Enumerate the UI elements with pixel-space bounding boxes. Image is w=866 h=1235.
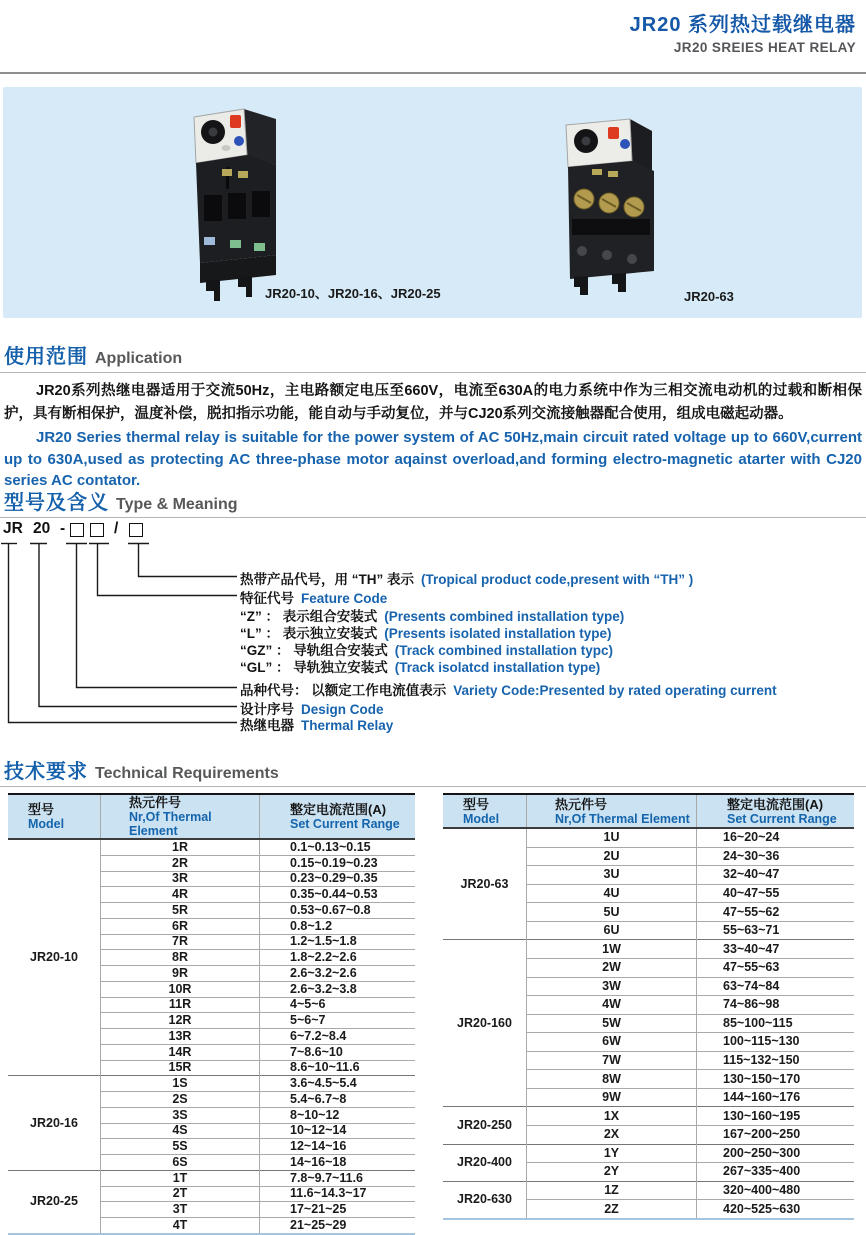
element-cell: 7W (527, 1051, 697, 1070)
element-cell: 14R (101, 1044, 260, 1060)
range-cell: 21~25~29 (260, 1218, 416, 1234)
tech-heading-en: Technical Requirements (95, 765, 279, 782)
range-cell: 8.6~10~11.6 (260, 1060, 416, 1076)
type-meaning-label-zh: “GZ” ： 导轨组合安装式 (240, 643, 388, 658)
element-cell: 2T (101, 1186, 260, 1202)
element-cell: 6U (527, 921, 697, 940)
range-cell: 0.53~0.67~0.8 (260, 903, 416, 919)
element-cell: 1Z (527, 1181, 697, 1200)
range-cell: 32~40~47 (697, 866, 855, 885)
range-cell: 100~115~130 (697, 1033, 855, 1052)
model-cell: JR20-630 (443, 1181, 527, 1219)
code-series: 20 (33, 520, 51, 537)
element-cell: 3R (101, 871, 260, 887)
page-header (630, 8, 856, 55)
element-cell: 5S (101, 1139, 260, 1155)
range-cell: 130~150~170 (697, 1070, 855, 1089)
type-meaning-label-en: (Presents isolated installation type) (384, 626, 612, 641)
type-meaning-label-en: Design Code (301, 702, 384, 717)
range-cell: 144~160~176 (697, 1088, 855, 1107)
type-meaning-label (240, 698, 384, 715)
product-photo-jr20-small (186, 103, 286, 303)
model-cell: JR20-10 (8, 839, 101, 1076)
caption-jr20-63: JR20-63 (684, 289, 734, 304)
element-cell: 12R (101, 1013, 260, 1029)
range-cell: 14~16~18 (260, 1155, 416, 1171)
code-box-variety (70, 523, 84, 537)
range-cell: 0.23~0.29~0.35 (260, 871, 416, 887)
element-cell: 5U (527, 903, 697, 922)
type-meaning-label-zh: 特征代号 (240, 591, 294, 606)
element-cell: 6R (101, 918, 260, 934)
table-row (8, 1076, 415, 1092)
range-cell: 47~55~63 (697, 958, 855, 977)
model-cell: JR20-63 (443, 828, 527, 940)
element-cell: 4R (101, 887, 260, 903)
element-cell: 5R (101, 903, 260, 919)
product-banner (3, 87, 862, 318)
range-cell: 24~30~36 (697, 847, 855, 866)
application-text (4, 380, 862, 492)
tech-heading-zh: 技术要求 (4, 761, 88, 783)
column-header-range: 整定电流范围(A) Set Current Range (697, 794, 855, 828)
range-cell: 11.6~14.3~17 (260, 1186, 416, 1202)
page-subtitle: JR20 SREIES HEAT RELAY (673, 40, 856, 55)
element-cell: 3U (527, 866, 697, 885)
type-meaning-label (240, 639, 613, 656)
element-cell: 13R (101, 1029, 260, 1045)
range-cell: 63~74~84 (697, 977, 855, 996)
code-slash: / (114, 520, 119, 537)
range-cell: 5~6~7 (260, 1013, 416, 1029)
range-cell: 6~7.2~8.4 (260, 1029, 416, 1045)
application-heading-en: Application (95, 350, 183, 367)
type-meaning-label-zh: 热继电器 (240, 718, 294, 733)
type-meaning-heading-en: Type & Meaning (116, 496, 238, 513)
element-cell: 2Y (527, 1163, 697, 1182)
range-cell: 3.6~4.5~5.4 (260, 1076, 416, 1092)
tech-divider (0, 786, 866, 787)
type-meaning-label-zh: 设计序号 (240, 702, 294, 717)
spec-table-right (443, 793, 854, 1220)
element-cell: 2R (101, 855, 260, 871)
element-cell: 2U (527, 847, 697, 866)
type-meaning-label (240, 605, 624, 622)
tech-heading (4, 755, 279, 784)
caption-small-models: JR20-10、JR20-16、JR20-25 (265, 286, 441, 301)
range-cell: 0.8~1.2 (260, 918, 416, 934)
element-cell: 4U (527, 884, 697, 903)
range-cell: 320~400~480 (697, 1181, 855, 1200)
type-meaning-heading-zh: 型号及含义 (4, 492, 109, 514)
type-meaning-label (240, 679, 777, 696)
range-cell: 130~160~195 (697, 1107, 855, 1126)
range-cell: 33~40~47 (697, 940, 855, 959)
element-cell: 2X (527, 1126, 697, 1145)
range-cell: 167~200~250 (697, 1126, 855, 1145)
element-cell: 8R (101, 950, 260, 966)
type-meaning-label (240, 587, 387, 604)
type-meaning-label-zh: 品种代号： 以额定工作电流值表示 (240, 683, 447, 698)
element-cell: 8W (527, 1070, 697, 1089)
range-cell: 4~5~6 (260, 997, 416, 1013)
type-meaning-label (240, 714, 393, 731)
page-title: JR20 系列热过载继电器 (629, 14, 856, 36)
range-cell: 200~250~300 (697, 1144, 855, 1163)
type-meaning-label (240, 568, 693, 585)
model-cell: JR20-25 (8, 1170, 101, 1234)
element-cell: 1W (527, 940, 697, 959)
table-row (443, 828, 854, 847)
code-box-tropical (129, 523, 143, 537)
model-code-diagram (0, 520, 866, 738)
column-header-element: 热元件号 Nr,Of Thermal Element (101, 794, 260, 839)
element-cell: 1R (101, 839, 260, 855)
element-cell: 3S (101, 1107, 260, 1123)
element-cell: 4T (101, 1218, 260, 1234)
code-box-feature (90, 523, 104, 537)
range-cell: 7~8.6~10 (260, 1044, 416, 1060)
type-meaning-label (240, 656, 600, 673)
range-cell: 85~100~115 (697, 1014, 855, 1033)
product-photo-jr20-63 (552, 113, 672, 298)
code-dash: - (60, 520, 66, 537)
type-meaning-label-en: (Tropical product code,present with “TH” ) (421, 572, 694, 587)
application-heading-zh: 使用范围 (4, 346, 88, 368)
element-cell: 6W (527, 1033, 697, 1052)
type-meaning-label-en: (Presents combined installation type) (384, 609, 625, 624)
model-cell: JR20-250 (443, 1107, 527, 1144)
column-header-range: 整定电流范围(A) Set Current Range (260, 794, 416, 839)
element-cell: 1Y (527, 1144, 697, 1163)
range-cell: 5.4~6.7~8 (260, 1092, 416, 1108)
type-meaning-label-en: (Track combined installation typc) (394, 643, 614, 658)
application-paragraph-zh: JR20系列热继电器适用于交流50Hz，主电路额定电压至660V，电流至630A的电力系统中作为三相交流电动机的过载和断相保护，具有断相保护，温度补偿，脱扣指示功能，能自动与手动复位，并与CJ20系列交流接触器配合使用，组成电磁起动器。 (4, 383, 862, 422)
table-row (8, 1170, 415, 1186)
element-cell: 2Z (527, 1200, 697, 1219)
element-cell: 4W (527, 996, 697, 1015)
type-meaning-label-en: Variety Code:Presented by rated operating current (453, 683, 777, 698)
element-cell: 1X (527, 1107, 697, 1126)
element-cell: 9R (101, 966, 260, 982)
type-meaning-label-en: Feature Code (301, 591, 388, 606)
range-cell: 16~20~24 (697, 828, 855, 847)
range-cell: 1.2~1.5~1.8 (260, 934, 416, 950)
application-heading (4, 340, 182, 369)
type-meaning-label-zh: 热带产品代号，用 “TH” 表示 (240, 572, 414, 587)
application-divider (0, 372, 866, 373)
element-cell: 1T (101, 1170, 260, 1186)
spec-table-right-wrap (443, 793, 852, 1220)
range-cell: 115~132~150 (697, 1051, 855, 1070)
type-meaning-heading (4, 486, 238, 515)
element-cell: 3W (527, 977, 697, 996)
table-row (443, 1107, 854, 1126)
range-cell: 0.15~0.19~0.23 (260, 855, 416, 871)
element-cell: 9W (527, 1088, 697, 1107)
range-cell: 2.6~3.2~3.8 (260, 981, 416, 997)
type-meaning-label-zh: “Z” ： 表示组合安装式 (240, 609, 378, 624)
type-meaning-label-en: (Track isolatcd installation type) (394, 660, 601, 675)
column-header-element: 热元件号 Nr,Of Thermal Element (527, 794, 697, 828)
range-cell: 10~12~14 (260, 1123, 416, 1139)
range-cell: 74~86~98 (697, 996, 855, 1015)
element-cell: 2W (527, 958, 697, 977)
range-cell: 8~10~12 (260, 1107, 416, 1123)
element-cell: 5W (527, 1014, 697, 1033)
type-meaning-label-en: Thermal Relay (301, 718, 394, 733)
element-cell: 10R (101, 981, 260, 997)
spec-table-left-wrap (8, 793, 413, 1235)
element-cell: 15R (101, 1060, 260, 1076)
element-cell: 1U (527, 828, 697, 847)
range-cell: 1.8~2.2~2.6 (260, 950, 416, 966)
type-meaning-divider (0, 517, 866, 518)
range-cell: 12~14~16 (260, 1139, 416, 1155)
table-header-row (8, 794, 415, 839)
range-cell: 2.6~3.2~2.6 (260, 966, 416, 982)
application-paragraph-en: JR20 Series thermal relay is suitable for the power system of AC 50Hz,main circuit rated voltage up to 660V,current up to 630A,used as protecting AC three-phase motor aqainst overload,and forming electro-magnetic atarter with CJ20 series AC contator. (4, 429, 862, 489)
type-meaning-label-zh: “L” ： 表示独立安装式 (240, 626, 378, 641)
header-divider (0, 72, 866, 74)
column-header-model: 型号 Model (443, 794, 527, 828)
element-cell: 3T (101, 1202, 260, 1218)
range-cell: 17~21~25 (260, 1202, 416, 1218)
code-prefix: JR (3, 520, 23, 537)
range-cell: 40~47~55 (697, 884, 855, 903)
range-cell: 47~55~62 (697, 903, 855, 922)
type-meaning-label-zh: “GL” ： 导轨独立安装式 (240, 660, 388, 675)
element-cell: 11R (101, 997, 260, 1013)
element-cell: 1S (101, 1076, 260, 1092)
range-cell: 420~525~630 (697, 1200, 855, 1219)
element-cell: 6S (101, 1155, 260, 1171)
range-cell: 267~335~400 (697, 1163, 855, 1182)
table-row (443, 1181, 854, 1200)
type-meaning-label (240, 622, 612, 639)
column-header-model: 型号 Model (8, 794, 101, 839)
range-cell: 7.8~9.7~11.6 (260, 1170, 416, 1186)
model-cell: JR20-400 (443, 1144, 527, 1181)
table-row (8, 839, 415, 855)
range-cell: 55~63~71 (697, 921, 855, 940)
element-cell: 7R (101, 934, 260, 950)
model-cell: JR20-16 (8, 1076, 101, 1171)
model-cell: JR20-160 (443, 940, 527, 1107)
table-header-row (443, 794, 854, 828)
table-row (443, 1144, 854, 1163)
element-cell: 2S (101, 1092, 260, 1108)
range-cell: 0.35~0.44~0.53 (260, 887, 416, 903)
range-cell: 0.1~0.13~0.15 (260, 839, 416, 855)
spec-table-left (8, 793, 415, 1235)
element-cell: 4S (101, 1123, 260, 1139)
table-row (443, 940, 854, 959)
